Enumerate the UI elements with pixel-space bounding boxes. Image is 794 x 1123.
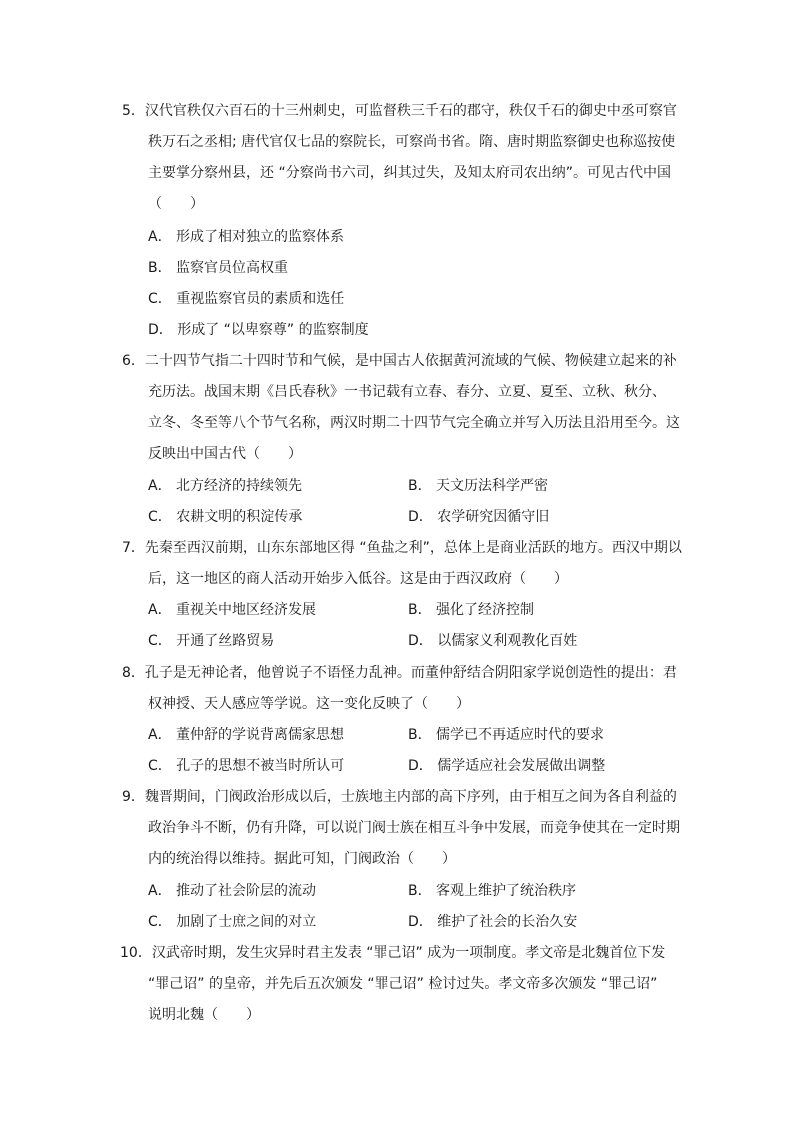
question-stem-line: 充历法。战国末期《吕氏春秋》一书记载有立春、春分、立夏、夏至、立秋、秋分、 xyxy=(148,384,666,400)
option-c[interactable]: C． 重视监察官员的素质和选任 xyxy=(148,291,345,307)
question-stem-line: 立冬、冬至等八个节气名称，两汉时期二十四节气完全确立并写入历法且沿用至今。这 xyxy=(148,415,680,431)
question-stem-line: 秩万石之丞相; 唐代官仅七品的察院长，可察尚书省。隋、唐时期监察御史也称巡按使 xyxy=(148,134,676,150)
question-stem-line: “罪己诏” 的皇帝，并先后五次颁发 “罪己诏” 检讨过失。孝文帝多次颁发 “罪己诏” xyxy=(148,976,658,992)
question-stem-line: 政治争斗不断，仍有升降，可以说门阀士族在相互斗争中发展，而竞争使其在一定时期 xyxy=(148,820,680,836)
option-b[interactable]: B． 儒学已不再适应时代的要求 xyxy=(408,727,605,743)
option-d[interactable]: D． 农学研究因循守旧 xyxy=(408,509,550,525)
question-stem-line: 7．先秦至西汉前期，山东东部地区得 “鱼盐之利”，总体上是商业活跃的地方。西汉中期以 xyxy=(122,540,682,556)
option-c[interactable]: C． 加剧了士庶之间的对立 xyxy=(148,914,317,930)
question-stem-line: 10．汉武帝时期，发生灾异时君主发表 “罪己诏” 成为一项制度。孝文帝是北魏首位下发 xyxy=(120,945,666,961)
question-stem-line: 说明北魏（ ） xyxy=(148,1007,260,1023)
question-stem-line: 9．魏晋期间，门阀政治形成以后，士族地主内部的高下序列，由于相互之间为各自利益的 xyxy=(122,789,677,805)
option-d[interactable]: D． 形成了 “以卑察尊” 的监察制度 xyxy=(148,322,369,338)
question-stem-line: 反映出中国古代（ ） xyxy=(148,446,302,462)
option-b[interactable]: B． 客观上维护了统治秩序 xyxy=(408,883,577,899)
question-stem-line: 内的统治得以维持。据此可知，门阀政治（ ） xyxy=(148,851,456,867)
question-stem-line: 后，这一地区的商人活动开始步入低谷。这是由于西汉政府（ ） xyxy=(148,571,568,587)
question-stem-line: 8．孔子是无神论者，他曾说子不语怪力乱神。而董仲舒结合阴阳家学说创造性的提出：君 xyxy=(122,665,677,681)
question-stem-line: 6．二十四节气指二十四时节和气候，是中国古人依据黄河流域的气候、物候建立起来的补 xyxy=(122,353,677,369)
question-stem-line: 主要掌分察州县，还 “分察尚书六司，纠其过失，及知太府司农出纳”。可见古代中国 xyxy=(148,165,671,181)
option-c[interactable]: C． 开通了丝路贸易 xyxy=(148,633,275,649)
option-a[interactable]: A． 重视关中地区经济发展 xyxy=(148,602,317,618)
option-d[interactable]: D． 以儒家义利观教化百姓 xyxy=(408,633,578,649)
option-a[interactable]: A． 北方经济的持续领先 xyxy=(148,478,303,494)
option-c[interactable]: C． 农耕文明的积淀传承 xyxy=(148,509,303,525)
question-stem-line: 权神授、天人感应等学说。这一变化反映了（ ） xyxy=(148,696,470,712)
option-a[interactable]: A． 董仲舒的学说背离儒家思想 xyxy=(148,727,345,743)
question-stem-line: 5．汉代官秩仅六百石的十三州刺史，可监督秩三千石的郡守，秩仅千石的御史中丞可察官 xyxy=(122,103,677,119)
option-d[interactable]: D． 维护了社会的长治久安 xyxy=(408,914,578,930)
question-stem-line: （ ） xyxy=(148,196,204,212)
option-b[interactable]: B． 强化了经济控制 xyxy=(408,602,535,618)
option-a[interactable]: A． 推动了社会阶层的流动 xyxy=(148,883,317,899)
option-b[interactable]: B． 天文历法科学严密 xyxy=(408,478,549,494)
option-d[interactable]: D． 儒学适应社会发展做出调整 xyxy=(408,758,606,774)
option-b[interactable]: B． 监察官员位高权重 xyxy=(148,260,289,276)
option-c[interactable]: C． 孔子的思想不被当时所认可 xyxy=(148,758,345,774)
option-a[interactable]: A． 形成了相对独立的监察体系 xyxy=(148,229,345,245)
